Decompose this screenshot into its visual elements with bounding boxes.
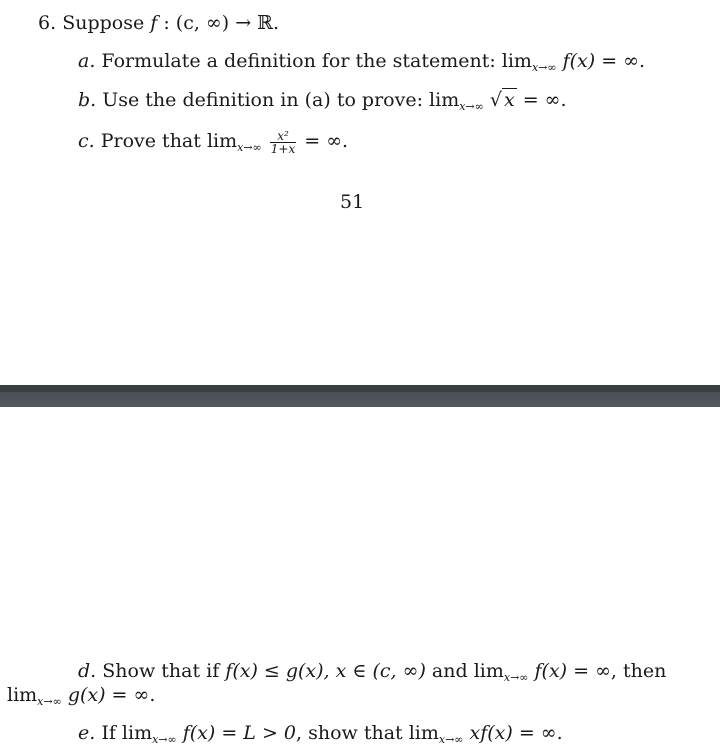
- part-b: [78, 88, 567, 119]
- part-tail: = ∞.: [595, 50, 646, 72]
- part-label: e.: [78, 722, 96, 744]
- lim-operator-2: lim: [408, 722, 439, 744]
- function-symbol: f: [150, 12, 158, 34]
- denominator: 1+x: [270, 141, 296, 156]
- colon: :: [163, 12, 170, 34]
- math-expression-xf: xf(x): [469, 722, 513, 744]
- lim-subscript: x→∞: [237, 141, 262, 154]
- part-label: d.: [78, 660, 97, 682]
- lim-operator: lim: [121, 722, 153, 744]
- part-tail: = ∞.: [512, 722, 563, 744]
- part-e: [78, 721, 563, 752]
- radicand: x: [503, 89, 515, 111]
- part-text: Formulate a definition for the statement:: [101, 50, 502, 72]
- sqrt-expression: √ x: [489, 89, 515, 111]
- lim-subscript: x→∞: [37, 695, 62, 708]
- part-tail: = ∞.: [298, 130, 349, 152]
- part-tail: = ∞.: [105, 684, 156, 706]
- page-number: 51: [340, 191, 365, 213]
- lim-subscript: x→∞: [503, 671, 529, 684]
- lim-operator: lim: [7, 684, 38, 706]
- part-label: a.: [78, 50, 96, 72]
- math-expression: f(x): [562, 50, 596, 72]
- part-a: [78, 49, 645, 80]
- part-text: Use the definition in (a) to prove:: [102, 89, 430, 111]
- problem-heading: [38, 11, 279, 35]
- problem-number: 6.: [38, 12, 57, 34]
- part-label: b.: [78, 89, 97, 111]
- lim-operator: lim: [429, 89, 460, 111]
- math-expression-f: f(x): [534, 660, 568, 682]
- page-divider: [0, 385, 720, 407]
- math-expression: f(x) ≤ g(x), x ∈ (c, ∞): [225, 660, 426, 682]
- part-tail: = ∞, then: [567, 660, 667, 682]
- math-expression-g: g(x): [67, 684, 106, 706]
- lim-operator: lim: [473, 660, 504, 682]
- fraction: [270, 130, 296, 155]
- part-label: c.: [78, 130, 95, 152]
- part-text: If: [101, 722, 122, 744]
- part-text: Prove that: [100, 130, 207, 152]
- lim-subscript: x→∞: [459, 100, 484, 113]
- domain-expression: (c, ∞) → ℝ.: [175, 12, 279, 34]
- lim-subscript-2: x→∞: [438, 733, 464, 746]
- lim-subscript: x→∞: [152, 733, 177, 746]
- math-expression: f(x) = L > 0: [182, 722, 297, 744]
- part-d: [78, 659, 666, 690]
- part-text: Show that if: [102, 660, 226, 682]
- intro-text: Suppose: [62, 12, 145, 34]
- part-text-and: and: [425, 660, 474, 682]
- part-tail: = ∞.: [516, 89, 567, 111]
- numerator: x²: [270, 130, 296, 143]
- lim-operator: lim: [501, 50, 532, 72]
- part-c: [78, 129, 348, 160]
- lim-subscript: x→∞: [531, 61, 557, 74]
- part-text-show: , show that: [296, 722, 409, 744]
- lim-operator: lim: [206, 130, 238, 152]
- part-d-continuation: [7, 683, 155, 714]
